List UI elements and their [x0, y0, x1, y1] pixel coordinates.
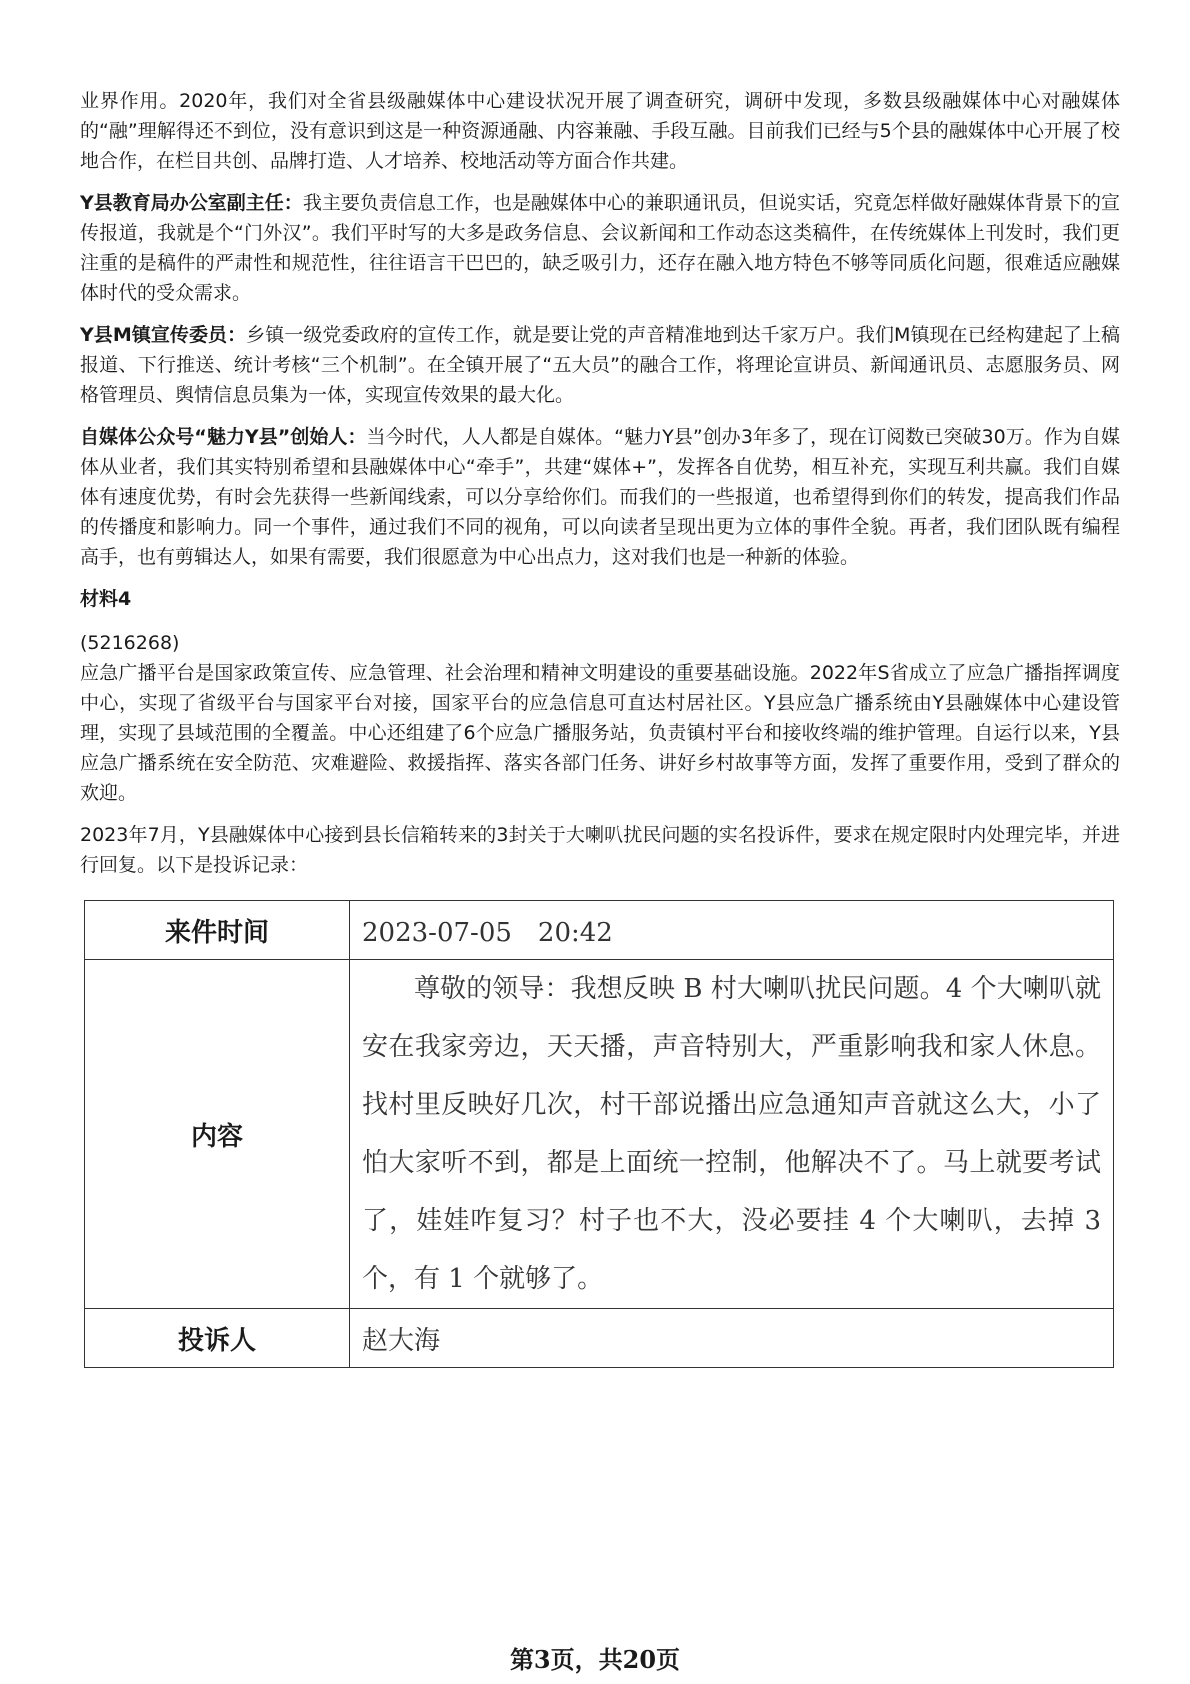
- speaker-text: 乡镇一级党委政府的宣传工作，就是要让党的声音精准地到达千家万户。我们M镇现在已经构建起了上稿报道、下行推送、统计考核“三个机制”。在全镇开展了“五大员”的融合工作，将理论宣讲员、新闻通讯员、志愿服务员、网格管理员、舆情信息员集为一体，实现宣传效果的最大化。: [80, 324, 1120, 406]
- page-number: 第3页，共20页: [509, 1645, 681, 1674]
- speaker-label: Y县M镇宣传委员：: [80, 324, 247, 346]
- paragraph-intro: 业界作用。2020年，我们对全省县级融媒体中心建设状况开展了调查研究，调研中发现，多数县级融媒体中心对融媒体的“融”理解得还不到位，没有意识到这是一种资源通融、内容兼融、手段互融。目前我们已经与5个县的融媒体中心开展了校地合作，在栏目共创、品牌打造、人才培养、校地活动等方面合作共建。: [80, 90, 1120, 172]
- paragraph-complaint-intro: 2023年7月，Y县融媒体中心接到县长信箱转来的3封关于大喇叭扰民问题的实名投诉件，要求在规定限时内处理完毕，并进行回复。以下是投诉记录：: [80, 824, 1120, 876]
- table-row: [85, 1309, 1114, 1368]
- table-row: [85, 901, 1114, 960]
- content-value: 尊敬的领导：我想反映 B 村大喇叭扰民问题。4 个大喇叭就安在我家旁边，天天播，声音特别大，严重影响我和家人休息。找村里反映好几次，村干部说播出应急通知声音就这么大，小了怕大家听不到，都是上面统一控制，他解决不了。马上就要考试了，娃娃咋复习？村子也不大，没必要挂 4 个大喇叭，去掉 3 个，有 1 个就够了。: [350, 960, 1114, 1309]
- content-label: 内容: [85, 960, 350, 1309]
- complainant-label: 投诉人: [85, 1309, 350, 1368]
- speaker-label: Y县教育局办公室副主任：: [80, 192, 303, 214]
- table-row: [85, 960, 1114, 1309]
- material-code: (5216268): [80, 632, 180, 654]
- complainant-value: 赵大海: [350, 1309, 1114, 1368]
- paragraph-emergency-broadcast: 应急广播平台是国家政策宣传、应急管理、社会治理和精神文明建设的重要基础设施。2022年S省成立了应急广播指挥调度中心，实现了省级平台与国家平台对接，国家平台的应急信息可直达村居社区。Y县应急广播系统由Y县融媒体中心建设管理，实现了县域范围的全覆盖。中心还组建了6个应急广播服务站，负责镇村平台和接收终端的维护管理。自运行以来，Y县应急广播系统在安全防范、灾难避险、救援指挥、落实各部门任务、讲好乡村故事等方面，发挥了重要作用，受到了群众的欢迎。: [80, 662, 1120, 804]
- paragraph-self-media: [80, 422, 1120, 572]
- speaker-label: 自媒体公众号“魅力Y县”创始人：: [80, 426, 367, 448]
- paragraph-education-bureau: [80, 188, 1120, 308]
- material-heading: 材料4: [80, 588, 132, 610]
- paragraph-town-publicity: [80, 320, 1120, 410]
- complaint-record-table: [84, 900, 1114, 1368]
- speaker-text: 我主要负责信息工作，也是融媒体中心的兼职通讯员，但说实话，究竟怎样做好融媒体背景下的宣传报道，我就是个“门外汉”。我们平时写的大多是政务信息、会议新闻和工作动态这类稿件，在传统媒体上刊发时，我们更注重的是稿件的严肃性和规范性，往往语言干巴巴的，缺乏吸引力，还存在融入地方特色不够等同质化问题，很难适应融媒体时代的受众需求。: [80, 192, 1120, 304]
- speaker-text: 当今时代，人人都是自媒体。“魅力Y县”创办3年多了，现在订阅数已突破30万。作为自媒体从业者，我们其实特别希望和县融媒体中心“牵手”，共建“媒体+”，发挥各自优势，相互补充，实现互利共赢。我们自媒体有速度优势，有时会先获得一些新闻线索，可以分享给你们。而我们的一些报道，也希望得到你们的转发，提高我们作品的传播度和影响力。同一个事件，通过我们不同的视角，可以向读者呈现出更为立体的事件全貌。再者，我们团队既有编程高手，也有剪辑达人，如果有需要，我们很愿意为中心出点力，这对我们也是一种新的体验。: [80, 426, 1121, 568]
- document-body: [80, 86, 1120, 1368]
- time-label: 来件时间: [85, 901, 350, 960]
- time-value: 2023-07-05 20:42: [350, 901, 1114, 960]
